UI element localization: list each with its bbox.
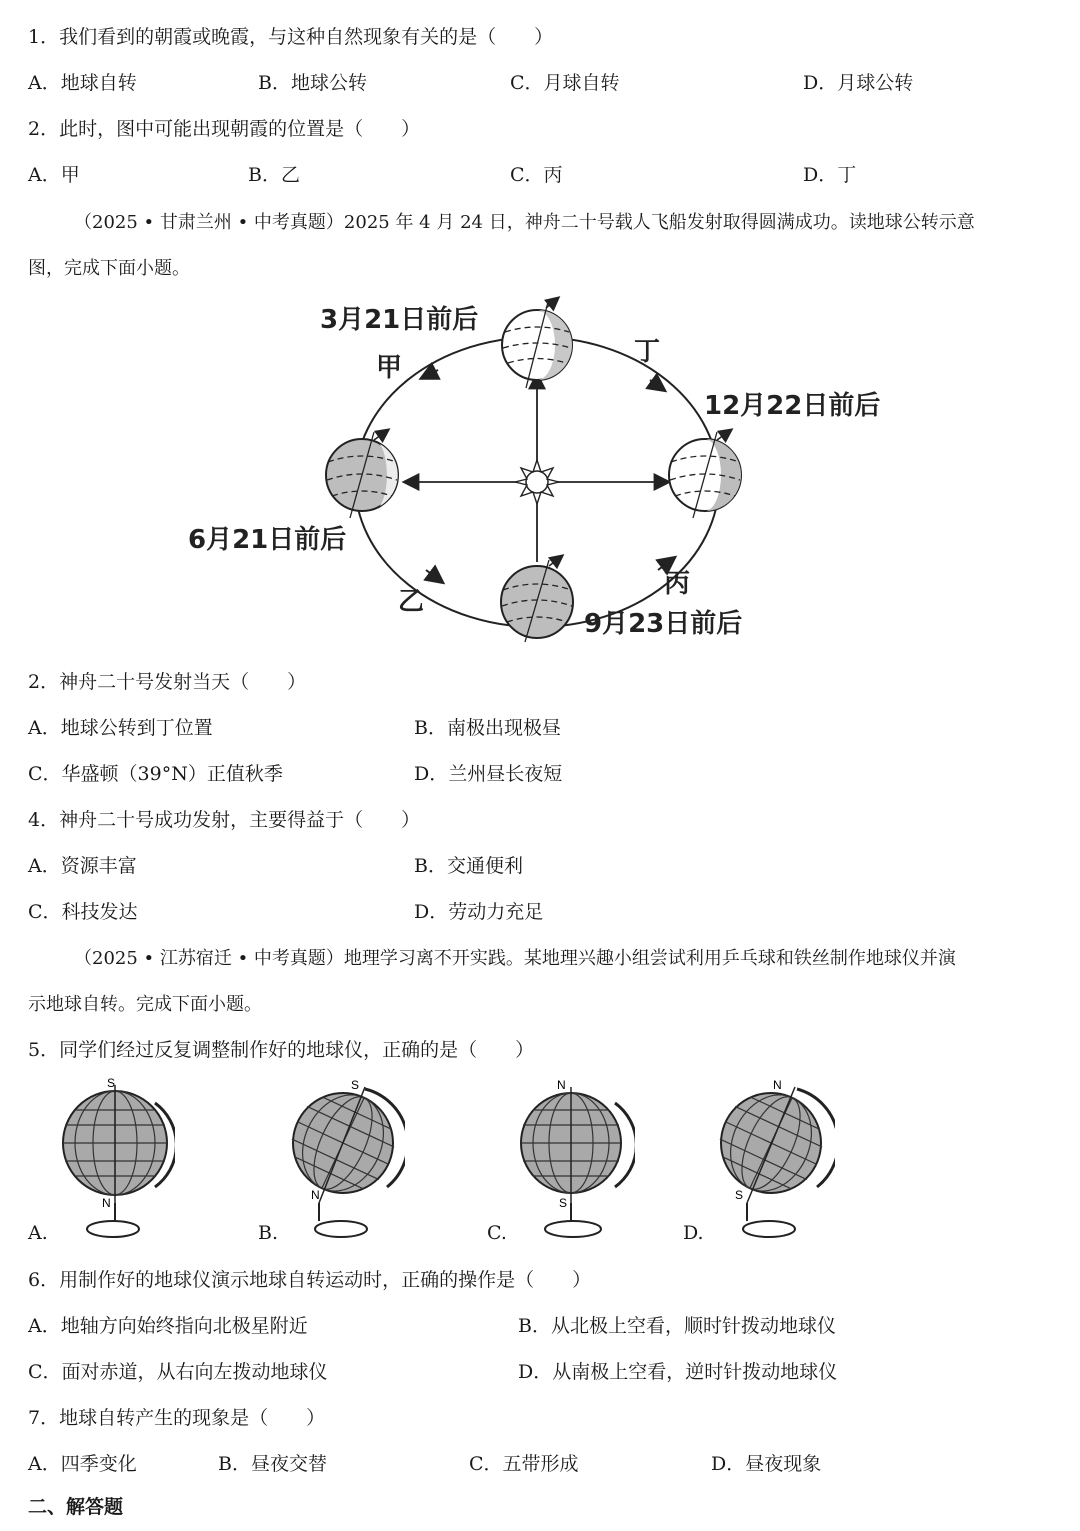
- globe-a-bottom-pole: N: [102, 1196, 111, 1210]
- position-label-jia: 甲: [376, 353, 403, 383]
- globe-d-top-pole: N: [773, 1078, 782, 1092]
- orbit-arrow-ding: [650, 380, 664, 390]
- q5-option-b[interactable]: B.: [258, 1222, 279, 1244]
- q5-option-a[interactable]: A.: [28, 1222, 48, 1244]
- q2-option-a[interactable]: A．甲: [28, 164, 80, 186]
- q2-option-d[interactable]: D．丁: [803, 164, 857, 186]
- globe-option-a[interactable]: [55, 1075, 175, 1245]
- sun-icon: [515, 460, 559, 504]
- q1-stem: 1．我们看到的朝霞或晚霞，与这种自然现象有关的是（ ）: [28, 26, 554, 48]
- q5-stem: 5．同学们经过反复调整制作好的地球仪，正确的是（ ）: [28, 1039, 535, 1061]
- q6-option-b[interactable]: B．从北极上空看，顺时针拨动地球仪: [518, 1315, 836, 1337]
- date-label-sep23: 9月23日前后: [584, 609, 743, 639]
- q4-option-d[interactable]: D．劳动力充足: [414, 901, 544, 923]
- q4-option-b[interactable]: B．交通便利: [414, 855, 523, 877]
- q3-option-d[interactable]: D．兰州昼长夜短: [414, 763, 563, 785]
- q3-option-c[interactable]: C．华盛顿（39°N）正值秋季: [28, 763, 283, 785]
- orbit-arrow-jia: [422, 370, 438, 378]
- globe-option-c[interactable]: [515, 1075, 635, 1245]
- globe-a-top-pole: S: [107, 1076, 116, 1090]
- orbit-arrow-yi: [426, 570, 442, 582]
- q3-option-a[interactable]: A．地球公转到丁位置: [28, 717, 213, 739]
- q5-option-c[interactable]: C.: [487, 1222, 507, 1244]
- q6-option-a[interactable]: A．地轴方向始终指向北极星附近: [28, 1315, 308, 1337]
- earth-globe-right: [669, 430, 741, 518]
- q5-option-d[interactable]: D.: [683, 1222, 704, 1244]
- q7-stem: 7．地球自转产生的现象是（ ）: [28, 1407, 326, 1429]
- q6-option-c[interactable]: C．面对赤道，从右向左拨动地球仪: [28, 1361, 328, 1383]
- q2-stem: 2．此时，图中可能出现朝霞的位置是（ ）: [28, 118, 421, 140]
- q6-option-d[interactable]: D．从南极上空看，逆时针拨动地球仪: [518, 1361, 838, 1383]
- q1-option-c[interactable]: C．月球自转: [510, 72, 620, 94]
- date-label-mar21: 3月21日前后: [320, 305, 479, 335]
- q4-stem: 4．神舟二十号成功发射，主要得益于（ ）: [28, 809, 421, 831]
- earth-globe-left: [326, 430, 398, 518]
- section-title: 二、解答题: [28, 1496, 124, 1518]
- date-label-dec22: 12月22日前后: [704, 391, 881, 421]
- passage-gansu-line1: （2025 • 甘肃兰州 • 中考真题）2025 年 4 月 24 日，神舟二十号载人飞船发射取得圆满成功。读地球公转示意: [74, 212, 975, 233]
- q1-option-d[interactable]: D．月球公转: [803, 72, 914, 94]
- q3-option-b[interactable]: B．南极出现极昼: [414, 717, 561, 739]
- position-label-yi: 乙: [398, 587, 425, 617]
- q7-option-a[interactable]: A．四季变化: [28, 1453, 137, 1475]
- q2-option-c[interactable]: C．丙: [510, 164, 563, 186]
- globe-d-bottom-pole: S: [735, 1188, 744, 1202]
- globe-b-bottom-pole: N: [311, 1188, 320, 1202]
- q7-option-c[interactable]: C．五带形成: [469, 1453, 579, 1475]
- passage-gansu-line2: 图，完成下面小题。: [28, 258, 190, 279]
- q1-option-a[interactable]: A．地球自转: [28, 72, 137, 94]
- date-label-jun21: 6月21日前后: [188, 525, 347, 555]
- earth-globe-bottom: [501, 556, 573, 642]
- globe-c-bottom-pole: S: [559, 1196, 568, 1210]
- passage-jiangsu-line2: 示地球自转。完成下面小题。: [28, 994, 262, 1015]
- globe-option-d[interactable]: [715, 1075, 835, 1245]
- position-label-ding: 丁: [634, 337, 661, 367]
- q1-option-b[interactable]: B．地球公转: [258, 72, 367, 94]
- q7-option-d[interactable]: D．昼夜现象: [711, 1453, 822, 1475]
- earth-globe-top: [502, 298, 572, 388]
- q2-option-b[interactable]: B．乙: [248, 164, 300, 186]
- globe-b-top-pole: S: [351, 1078, 360, 1092]
- q4-option-c[interactable]: C．科技发达: [28, 901, 138, 923]
- q7-option-b[interactable]: B．昼夜交替: [218, 1453, 327, 1475]
- q6-stem: 6．用制作好的地球仪演示地球自转运动时，正确的操作是（ ）: [28, 1269, 592, 1291]
- passage-jiangsu-line1: （2025 • 江苏宿迁 • 中考真题）地理学习离不开实践。某地理兴趣小组尝试利用乒乓球和铁丝制作地球仪并演: [74, 948, 956, 969]
- globe-option-b[interactable]: [285, 1075, 405, 1245]
- position-label-bing: 丙: [664, 569, 691, 599]
- earth-orbit-diagram: [180, 290, 920, 650]
- globe-c-top-pole: N: [557, 1078, 566, 1092]
- q4-option-a[interactable]: A．资源丰富: [28, 855, 137, 877]
- q3-stem: 2．神舟二十号发射当天（ ）: [28, 671, 307, 693]
